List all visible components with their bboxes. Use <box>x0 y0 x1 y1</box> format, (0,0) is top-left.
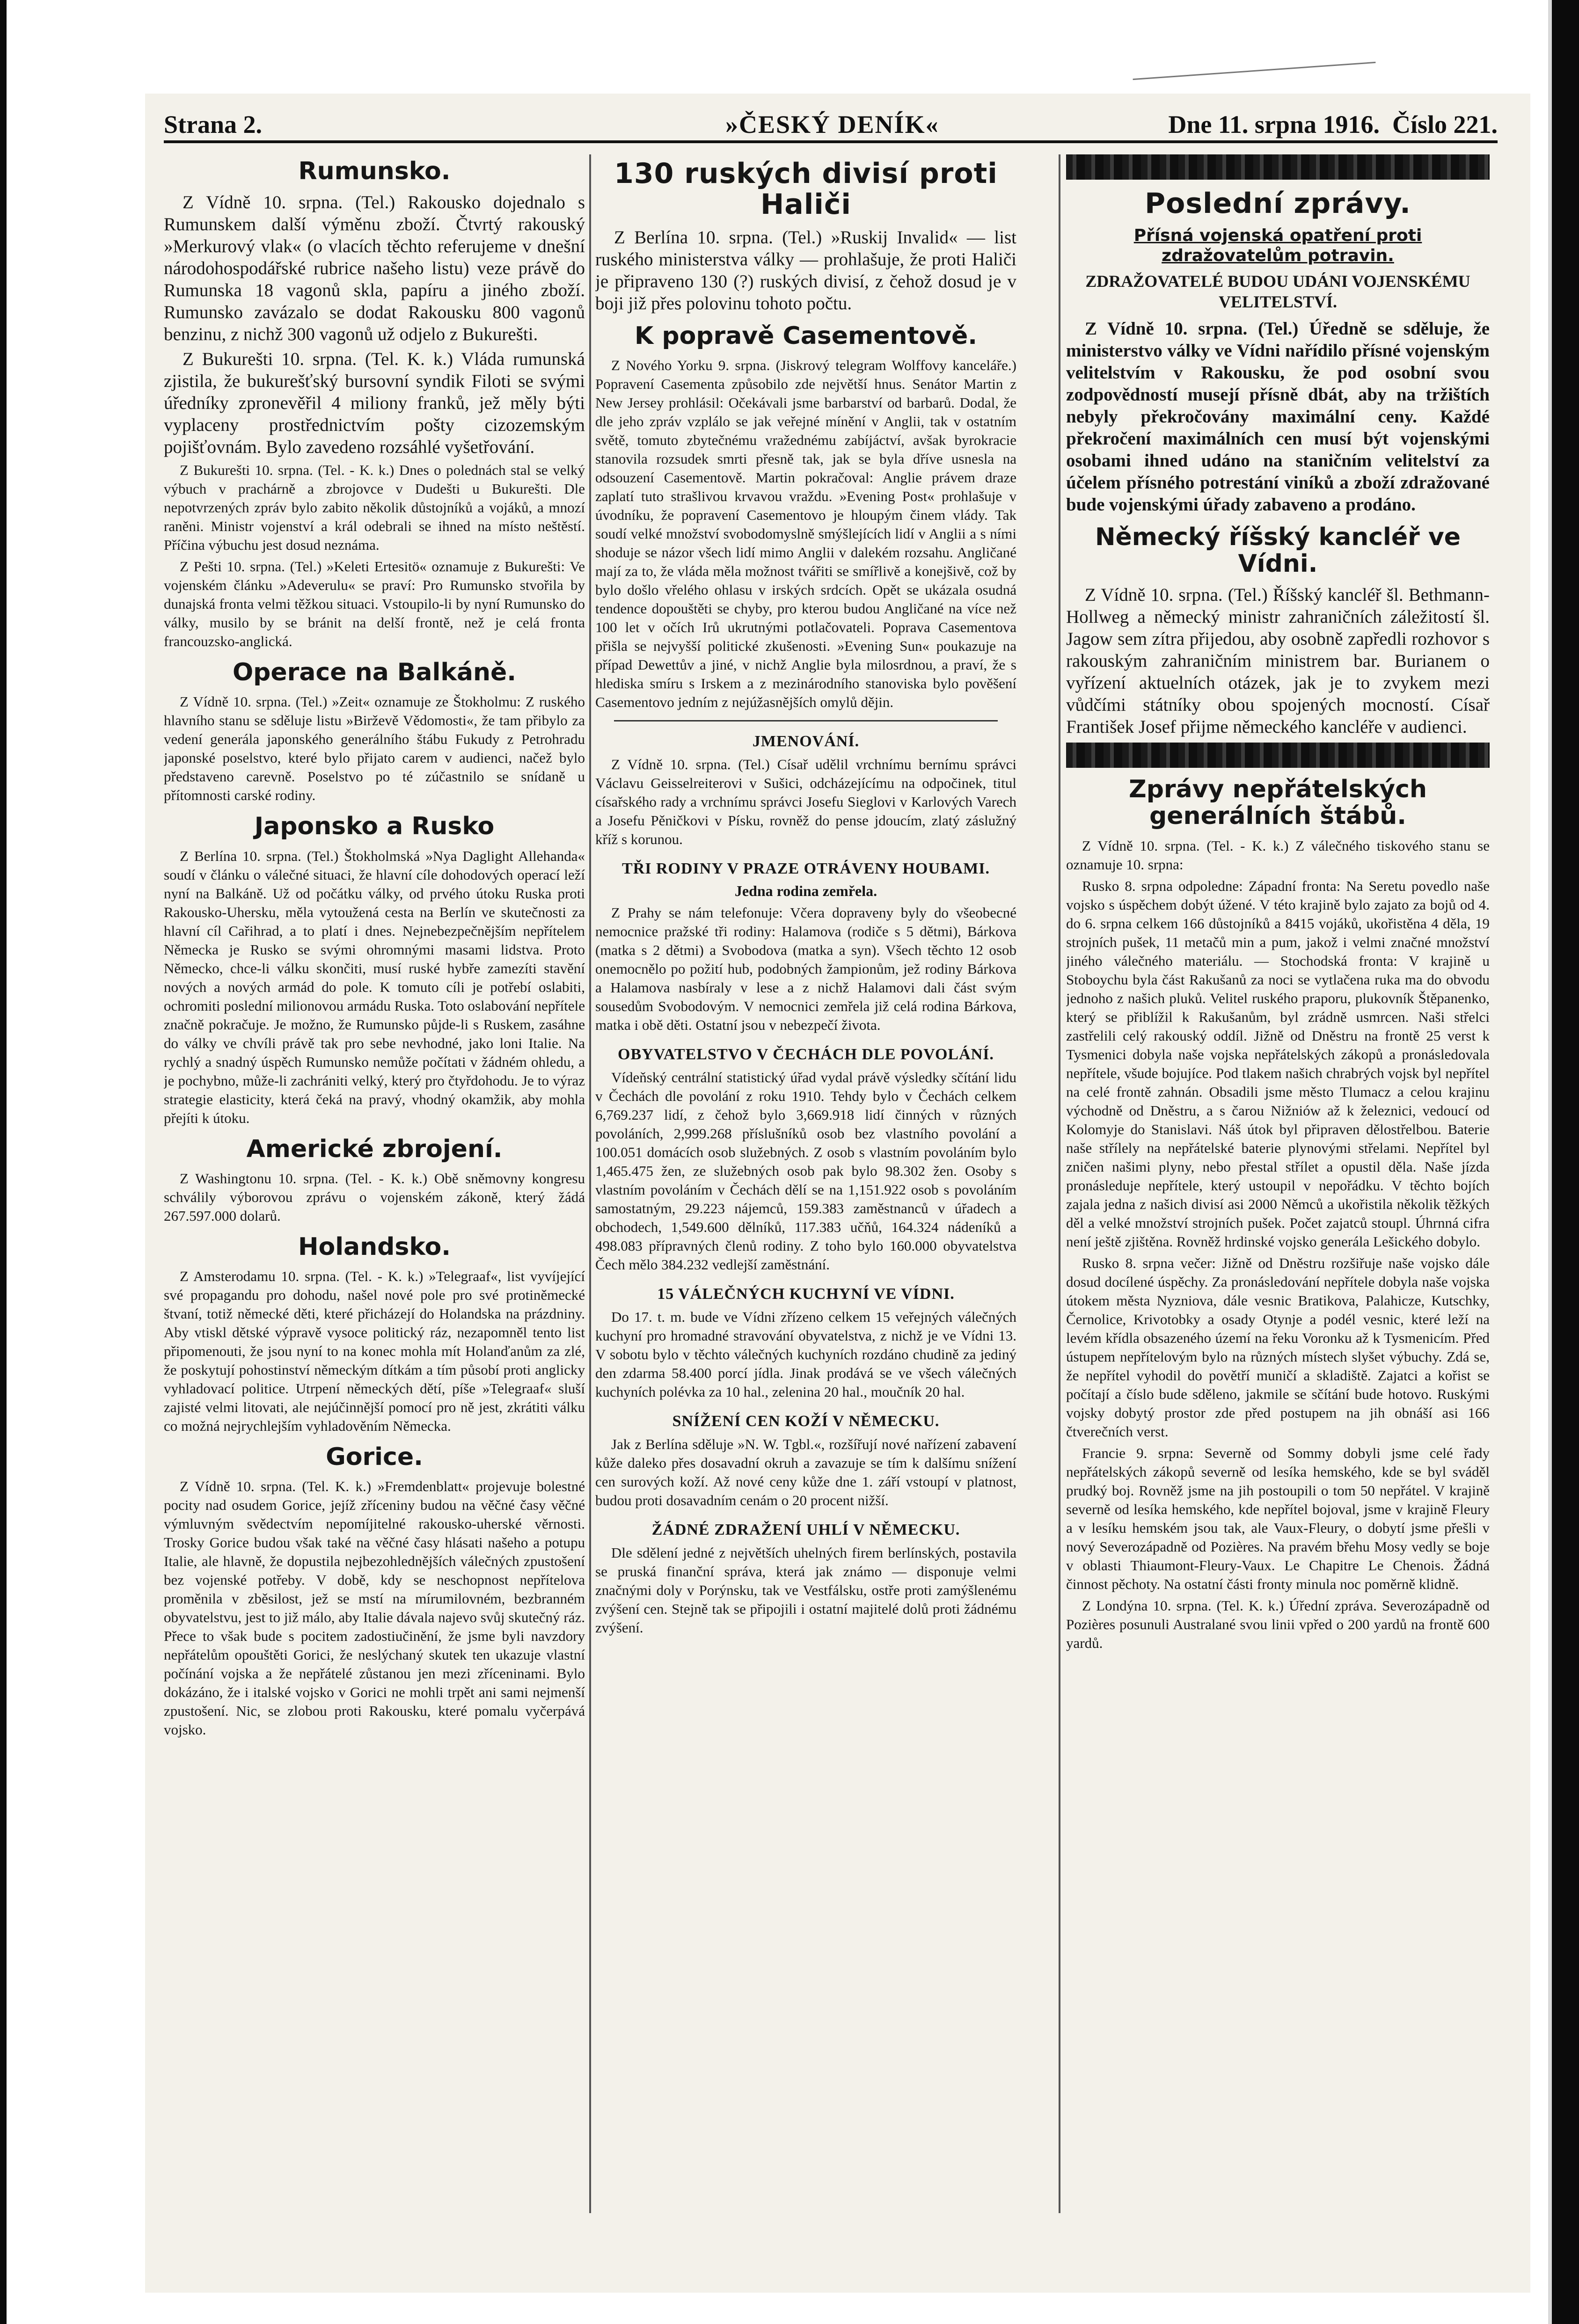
article-subheading: ZDRAŽOVATELÉ BUDOU UDÁNI VOJENSKÉMU VELITELSTVÍ. <box>1085 272 1470 311</box>
section-heading: Poslední zprávy. <box>1145 187 1411 220</box>
article-paragraph: Z Vídně 10. srpna. (Tel. K. k.) »Fremdenblatt« projevuje bolestné pocity nad osudem Gorice, jejíž zříceniny budou na věčné časy věčné výmluvným svědectvím nepomíjitelné rakousko-uherské věrnosti. Trosky Gorice budou však také na věčné časy hlásati našeho a potupu Italie, ale hlavně, že dopustila nejbezohlednějších válečných zpustošení bez vojenské potřeby. V době, kdy se neschopnost nepřítelova proměnila v zběsilost, jež se mstí na mírumilovném, bezbranném obyvatelstvu, jest to již málo, aby Italie dávala najevo svůj skutečný ráz. Přece to však bude s pocitem zadostiučinění, že jsme byli navzdory nepřátelům opouštěti Gorici, že neslýchaný skutek ten ukazuje vlastní počínání vojska a že nepřátelé zůstanou jen mezi zříceninami. Bylo dokázáno, že i italské vojsko v Gorici ne mohli trpět ani sami nejmenší zpustošení. Nic, se zlobou proti Rakousku, které pomalu vyčerpává vojsko. <box>164 1478 585 1738</box>
article-paragraph: Francie 9. srpna: Severně od Sommy dobyli jsme celé řady nepřátelských zákopů severně od lesíka hemského, kde se byl sváděl prudký boj. Rovněž jsme na jih postoupili o tom 50 nepřátel. V krajině severně od lesíka hemského, kde nepřítel bojoval, jsme v krajině Fleury a v lesíku hemském jsou tak, ale Vaux-Fleury, o dobytí jsme přešli v nový Severozápadně od Pozières. Na pravém břehu Mosy vedly se boje v oblasti Thiaumont-Fleury-Vaux. Le Chapitre Le Chenois. Žádná činnost pěchoty. Na ostatní části fronty minula noc poměrně klidně. <box>1066 1444 1490 1592</box>
article-heading: Německý říšský kancléř ve Vídni. <box>1095 523 1461 578</box>
article-paragraph: Z Vídně 10. srpna. (Tel. - K. k.) Z válečného tiskového stanu se oznamuje 10. srpna: <box>1066 837 1490 873</box>
scan-border-right-inner <box>1548 0 1552 2324</box>
article-heading: Gorice. <box>326 1442 423 1471</box>
column-divider <box>1059 154 1060 2213</box>
article-heading: Zprávy nepřátelských generálních štábů. <box>1128 775 1427 831</box>
article-heading: ŽÁDNÉ ZDRAŽENÍ UHLÍ V NĚMECKU. <box>651 1521 960 1539</box>
article-paragraph: Rusko 8. srpna odpoledne: Západní fronta: Na Seretu povedlo naše vojsko s úspěchem dobýt úžené. V této krajině bylo zajato za bojů od 4. do 6. srpna celkem 166 důstojníků a 8415 vojáků, ukořistěna 4 děla, 19 strojních pušek, 11 metačů min a pum, jakož i velmi značné množství jiného válečného materiálu. — Stochodská fronta: V krajině u Stoboychu byla část Rakušanů za noci se vytlačena ruka ma do obvodu jednoho z našich pluků. Velitel ruského praporu, plukovník Štěpanenko, který se přiblížil k Rakušanům, byl zrádně usmrcen. Naši střelci zastřelili celý rakouský oddíl. Jižně od Dněstru na frontě 25 verst k Tysmenici dobyla naše vojska nepřátelských zákopů a pronásledovala nepřítele, všude bojujíce. Pod tlakem našich chrabrých vojsk byl nepřítel na celé frontě zahnán. Obsadili jsme město Tlumacz a celou krajinu východně od Dněstru, a s čarou Nižniów až k železnici, vedoucí od Kolomyje do Stanislavi. Náš útok byl připraven dělostřelbou. Baterie naše střílely na nepřátelské baterie plynovými střelami. Nepřítel byl zničen našimi plyny, nebo přestal střílet a opustil děla. Naše jízda pronásleduje nepřítele, který ustoupil v nepořádku. V těchto bojích zajala jedna z našich divisí asi 2000 Němců a ukořistila několik těžkých děl a velké množství strojních pušek. Počet zajatců stoupl. Úhrnná cifra není ještě zjištěna. Rovněž hrdinské vojsko generála Lešického dobylo. <box>1066 877 1490 1250</box>
column-middle <box>595 150 1016 2232</box>
article-paragraph: Z Vídně 10. srpna. (Tel.) »Zeit« oznamuje ze Štokholmu: Z ruského hlavního stanu se sděluje listu »Birževě Vědomosti«, že tam přibylo za vedení generála japonského generálního štábu Fukudy z Petrohradu japonské poselstvo, které bylo přijato carem v audienci, načež bylo představeno carevně. Poselstvo po té zúčastnilo se snídaně u přítomnosti carské rodiny. <box>164 693 585 804</box>
article-heading: TŘI RODINY V PRAZE OTRÁVENY HOUBAMI. <box>622 860 990 878</box>
scan-border-left <box>0 0 7 2324</box>
article-heading: Japonsko a Rusko <box>254 812 495 841</box>
article-paragraph: Z Berlína 10. srpna. (Tel.) Štokholmská »Nya Daglight Allehanda« soudí v článku o válečné situaci, že hlavní cíle dohodových operací leží nyní na Balkáně. Už od počátku války, od prvého útoku Ruska proti Rakousko-Uhersku, měla vytoužená cesta na Berlín ve skutečnosti za hlavní cíl Cařihrad, a to platí i dnes. Nejnebezpečnějším nepřítelem Německa je Rusko se svými ohromnými masami lidstva. Proto Německo, chce-li válku skončiti, musí ruské hybře zamezíti stavění nových a nových armád do pole. K tomuto cíli je potřebí oslabiti, ochromiti poslední milionovou armádu Ruska. Toto oslabování nepřítele značně pokračuje. Je možno, že Rumunsko půjde-li s Ruskem, zasáhne do války ve chvíli právě tak pro sebe nevhodné, jako loni Italie. Na rychlý a snadný úspěch Rumunsko nemůže počítati v žádném ohledu, a je pochybno, může-li zachrániti velký, který pro čtyřdohodu. Je to výraz strategie elasticity, která čeká na pravý, vhodný okamžik, aby mohla přejíti k útoku. <box>164 847 585 1126</box>
article-heading: K popravě Casementově. <box>634 322 977 350</box>
masthead-rule <box>164 140 1498 143</box>
column-divider <box>589 154 591 2213</box>
ornament-bar <box>1066 154 1490 180</box>
article-paragraph: Rusko 8. srpna večer: Jižně od Dněstru rozšiřuje naše vojsko dále dosud docílené úspěchy. Za pronásledování nepřítele dobyla naše vojska útokem města Nyzniova, dále vesnic Bratikova, Palahicze, Kutschky, Černolice, Krivotobky a osady Otynje a podél vesnic, které leží na levém křídla obsazeného území na řeku Voronku až k Tysmenicím. Před ústupem nepřítelovým bylo na různých místech slyšet výbuchy. Zdá se, že nepřítel vyhodil do povětří muničí a skladiště. Zajatci a kořist se počítají a číslo bude sděleno, jakmile se sčítání bude hotovo. Ruskými vojsky dobytý prostor zde před postupem na jih obnáší asi 166 čtverečních verst. <box>1066 1254 1490 1440</box>
article-heading: Operace na Balkáně. <box>232 658 517 687</box>
column-right <box>1066 150 1490 2232</box>
scan-mark <box>1133 62 1376 80</box>
article-heading: OBYVATELSTVO V ČECHÁCH DLE POVOLÁNÍ. <box>618 1046 994 1064</box>
masthead <box>164 110 1516 143</box>
article-paragraph: Z Vídně 10. srpna. (Tel.) Rakousko dojednalo s Rumunskem další výměnu zboží. Čtvrtý rakouský »Merkurový vlak« (o vlacích těchto referujeme v dnešní národohospodářské rubrice našeho listu) veze právě do Rumunska 18 vagonů skla, papíru a jiného zboží. Rumunsko zavázalo se dodat Rakousku 800 vagonů benzinu, z nichž 300 vagonů už odjelo z Bukurešti. <box>164 192 585 345</box>
article-paragraph: Z Washingtonu 10. srpna. (Tel. - K. k.) Obě sněmovny kongresu schválily výborovou zprávu o vojenském zákoně, který žádá 267.597.000 dolarů. <box>164 1170 585 1224</box>
article-heading: Americké zbrojení. <box>246 1135 503 1163</box>
article-heading: 130 ruských divisí proti Haliči <box>614 157 998 221</box>
article-heading: 15 VÁLEČNÝCH KUCHYNÍ VE VÍDNI. <box>657 1285 955 1303</box>
article-paragraph: Z Vídně 10. srpna. (Tel.) Císař udělil vrchnímu bernímu správci Václavu Geisselreiterovi v Sušici, odcházejícímu na odpočinek, titul císařského rady a vrchnímu správci Josefu Sieglovi v Karlových Varech a Josefu Pěničkovi v Písku, rovněž do pense jdoucím, zlatý záslužný kříž s korunou. <box>595 756 1016 848</box>
article-paragraph: Z Vídně 10. srpna. (Tel.) Říšský kancléř šl. Bethmann-Hollweg a německý ministr zahraničních záležitostí šl. Jagow sem zítra přijedou, aby osobně zapředli rozhovor s rakouským zahraničním ministrem bar. Burianem o vyřízení aktuelních otázek, jak je to zvykem mezi vůdčími státníky obou spojených mocností. Císař František Josef přijme německého kancléře v audienci. <box>1066 585 1490 737</box>
article-paragraph: Z Nového Yorku 9. srpna. (Jiskrový telegram Wolffovy kanceláře.) Popravení Casementa způsobilo zde největší hnus. Senátor Martin z New Jersey prohlásil: Očekávali jsme barbarství od barbarů. Dodal, že dle jeho zpráv vzplálo se jak veřejné mínění v Anglii, tak v ostatním světě, tomuto zbytečnému vražednému zabíjáctví, avšak byrokracie stanovila rozsudek smrti přesně tak, jak se byla dříve usnesla na odsouzení Casementově. Martin pokračoval: Anglie právem draze zaplatí tuto strašlivou krvavou vraždu. »Evening Post« prohlašuje v úvodníku, že popravení Casementovo je hloupým činem vlády. Tak soudí velké množství svobodomyslně smýšlejících lidí v Anglii a s ními shoduje se názor všech lidí mimo Anglii v dalekém rozsahu. Angličané mají za to, že vláda měla možnost tvářiti se smířlivě a konejšivě, což by bylo došlo vřelého ohlasu v irských srdcích. Opět se ukázala osudná tendence dopouštěti se chyby, pro kterou budou Angličané na více než 100 let v očích Irů ukrutnými potlačovateli. Poprava Casementova přišla se nejvyšší politické zkušenosti. »Evening Sun« poukazuje na případ Dewettův a jiné, v nichž Anglie byla milosrdnou, a praví, že s hlediska smíru s Irskem a z mezinárodního stanoviska bylo pověšení Casementovo jedním z nejúžasnějších omylů dějin. <box>595 357 1016 711</box>
article-heading: SNÍŽENÍ CEN KOŽÍ V NĚMECKU. <box>672 1413 940 1430</box>
newspaper-title: »ČESKÝ DENÍK« <box>725 110 939 138</box>
article-paragraph: Jak z Berlína sděluje »N. W. Tgbl.«, rozšířují nové nařízení zabavení kůže daleko přes dosavadní okruh a zavazuje se tím k dalšímu snížení cen surových koží. Až nové ceny kůže dne 1. září vstoupí v platnost, budou proti dosavadním cenám o 20 procent nižší. <box>595 1436 1016 1509</box>
article-paragraph: Do 17. t. m. bude ve Vídni zřízeno celkem 15 veřejných válečných kuchyní pro hromadné stravování obyvatelstva, z nichž je ve Vídni 13. V sobotu bylo v těchto válečných kuchyních rozdáno chudině za jediný den zdarma 58.400 porcí jídla. Jinak prodává se ve všech válečných kuchyních polévka za 10 hal., zelenina 20 hal., moučník 20 hal. <box>595 1309 1016 1400</box>
article-paragraph: Z Bukurešti 10. srpna. (Tel. K. k.) Vláda rumunská zjistila, že bukurešťský bursovní syndik Filoti se svými úředníky zpronevěřil 4 miliony franků, jež měly býti vyplaceny prostřednictvím pošty cizozemským pojišťovnám. Bylo zavedeno rozsáhlé vyšetřování. <box>164 349 585 458</box>
article-paragraph: Vídeňský centrální statistický úřad vydal právě výsledky sčítání lidu v Čechách dle povolání z roku 1910. Tehdy bylo v Čechách celkem 6,769.237 lidí, z čehož bylo 3,669.918 lidí činných v různých povoláních, 2,999.268 příslušníků osob bez vlastního povolání a 100.051 domácích osob služebných. Z osob s vlastním povoláním bylo 1,465.475 žen, ze služebných osob pak bylo 98.302 žen. Osoby s vlastním povoláním v Čechách dělí se na 1,151.922 osob s povoláním samostatným, 29.223 nájemců, 159.383 zaměstnanců v úřadech a obchodech, 1,549.600 dělníků, 117.383 učňů, 164.324 nádeníků a 498.083 přípravných členů rodiny. Z toho bylo 160.000 obyvatelstva Čech mělo 384.232 vedlejší zaměstnání. <box>595 1069 1016 1273</box>
article-heading: JMENOVÁNÍ. <box>752 733 860 750</box>
article-paragraph: Z Vídně 10. srpna. (Tel.) Úředně se sděluje, že ministerstvo války ve Vídni nařídilo přísné vojenským velitelstvím v Rakousku, že pod osobní svou zodpovědností musejí přísně dbát, aby na tržištích nebyly překročovány maximální ceny. Každé překročení maximálních cen musí být vojenskými osobami ihned udáno na staničním velitelství za účelem přísného potrestání viníků a zboží zdražované bude vojenskými úřady zabaveno a prodáno. <box>1066 318 1490 515</box>
article-subheading: Jedna rodina zemřela. <box>734 882 877 900</box>
scan-border-right <box>1552 0 1579 2324</box>
article-heading: Holandsko. <box>298 1232 451 1261</box>
issue-date: Dne 11. srpna 1916. Číslo 221. <box>1168 110 1498 138</box>
article-paragraph: Dle sdělení jedné z největších uhelných firem berlínských, postavila se pruská finanční správa, která jak známo — disponuje velmi značnými doly v Porýnsku, tak ve Vestfálsku, ostře proti zamýšlenému zvýšení cen. Stejně tak se připojili i ostatní majitelé dolů proti žádnému zvýšení. <box>595 1544 1016 1636</box>
column-left <box>164 150 585 2232</box>
article-heading: Přísná vojenská opatření proti zdražovatelům potravin. <box>1133 226 1422 266</box>
page-number: Strana 2. <box>164 110 263 138</box>
article-paragraph: Z Pešti 10. srpna. (Tel.) »Keleti Ertesitö« oznamuje z Bukurešti: Ve vojenském článku »Adeverulu« se praví: Pro Rumunsko stvořila by dunajská fronta velmi těžkou situaci. Vstoupilo-li by nyní Rumunsko do války, musilo by se bránit na delší frontě, než je celá fronta francouzsko-anglická. <box>164 558 585 650</box>
section-divider <box>614 720 998 721</box>
article-paragraph: Z Bukurešti 10. srpna. (Tel. - K. k.) Dnes o polednách stal se velký výbuch v prachárně a zbrojovce v Dudešti u Bukurešti. Dle nepotvrzených zpráv bylo zabito několik důstojníků a vojáků, a mnozí raněni. Ministr vojenství a král odebrali se ihned na místo neštěstí. Příčina výbuchu jest dosud neznáma. <box>164 462 585 554</box>
article-heading: Rumunsko. <box>298 157 451 185</box>
article-paragraph: Z Londýna 10. srpna. (Tel. K. k.) Úřední zpráva. Severozápadně od Pozières posunuli Australané svou linii vpřed o 200 yardů na frontě 600 yardů. <box>1066 1597 1490 1651</box>
ornament-bar <box>1066 743 1490 768</box>
article-paragraph: Z Amsterodamu 10. srpna. (Tel. - K. k.) »Telegraaf«, list vyvíjející své propagandu pro dohodu, našel nové pole pro své protiněmecké štvaní, totiž německé děti, které přicházejí do Holandska na prázdniny. Aby vtiskl dětské výpravě vysoce politický ráz, nezapomněl tento list připomenouti, že jsou nyní to na konec mohla mít Holanďanům za zlé, že poskytují pohostinství německým dítkám a tím působí proti anglicky vyhladovací politice. Utrpení německých dětí, píše »Telegraaf« sluší zajisté velmi litovati, ale nejúčinnější pomocí pro ně jest, zkrátiti válku co možná nejrychlejším vyhladověním Německa. <box>164 1268 585 1434</box>
article-paragraph: Z Prahy se nám telefonuje: Včera dopraveny byly do všeobecné nemocnice pražské tři rodiny: Halamova (rodiče s 5 dětmi), Bárkova (matka s 2 dětmi) a Svobodova (matka a syn). Všech těchto 12 osob onemocnělo po požití hub, podobných žampionům, jež rodiny Bárkova a Halamova nasbíraly v lese a z nichž Halamovi dali část svým sousedům Svobodovým. V nemocnici zemřela již celá rodina Bárkova, matka i obě děti. Ostatní jsou v nebezpečí života. <box>595 904 1016 1034</box>
article-paragraph: Z Berlína 10. srpna. (Tel.) »Ruskij Invalid« — list ruského ministerstva války — prohlašuje, že proti Haliči je připraveno 130 (?) ruských divisí, z čehož dosud je v boji již přes polovinu tohoto počtu. <box>595 227 1016 313</box>
